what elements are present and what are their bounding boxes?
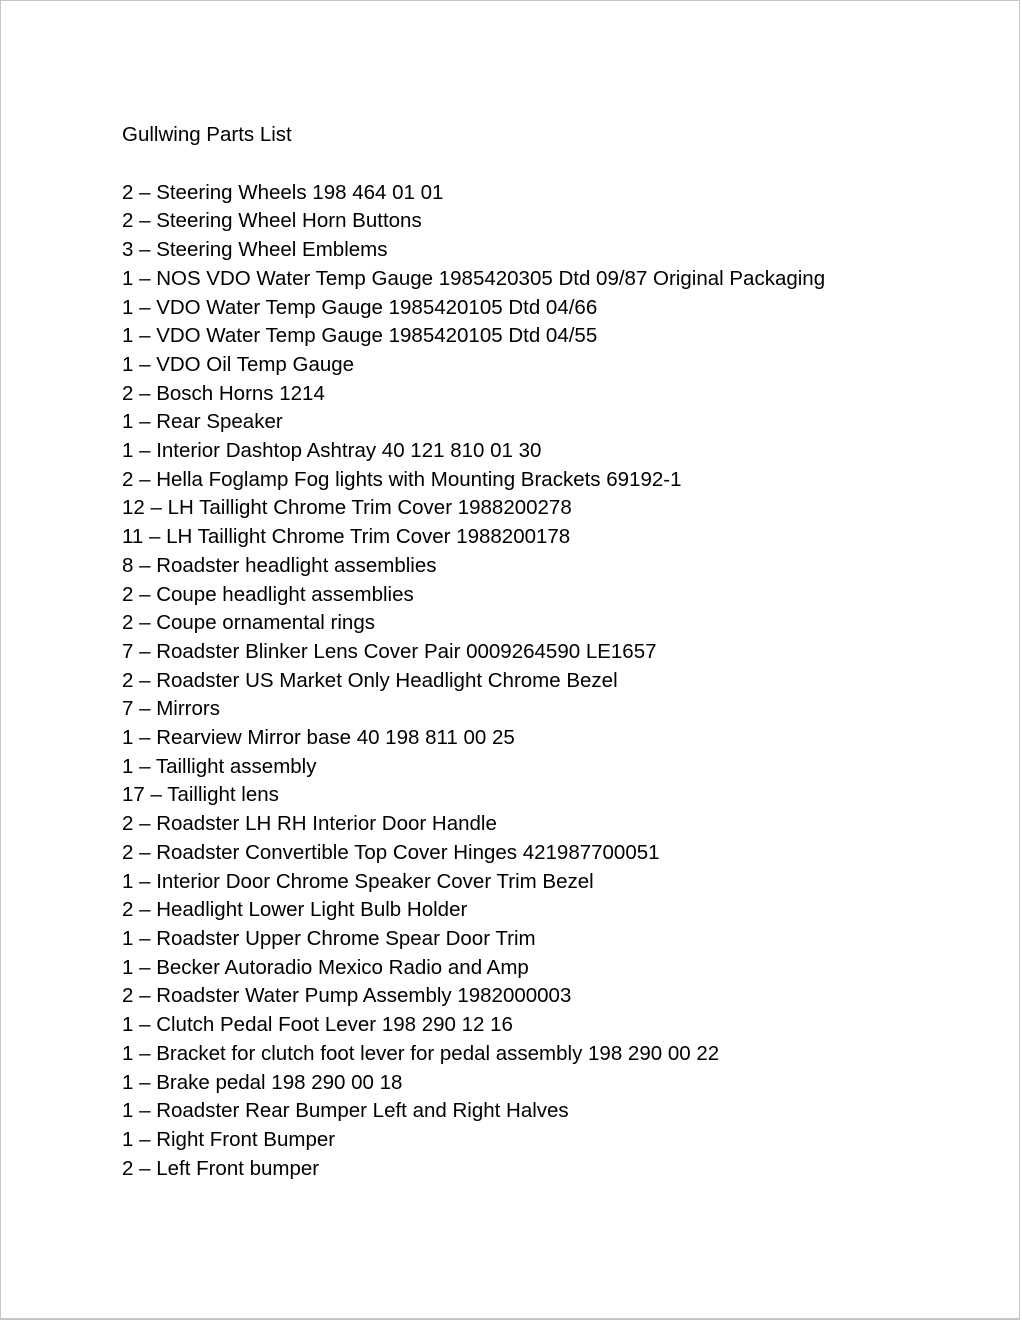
list-item: 1 – Clutch Pedal Foot Lever 198 290 12 16 [122,1013,513,1037]
list-item: 2 – Coupe headlight assemblies [122,582,414,606]
list-item: 2 – Bosch Horns 1214 [122,381,325,405]
document-title: Gullwing Parts List [122,123,292,146]
list-item: 1 – VDO Water Temp Gauge 1985420105 Dtd 04/55 [122,324,598,348]
list-item: 2 – Headlight Lower Light Bulb Holder [122,898,468,922]
list-item: 11 – LH Taillight Chrome Trim Cover 1988200178 [122,525,571,549]
list-item: 1 – Right Front Bumper [122,1127,336,1151]
list-item: 3 – Steering Wheel Emblems [122,238,388,262]
list-item: 1 – NOS VDO Water Temp Gauge 1985420305 Dtd 09/87 Original Packaging [122,266,826,290]
list-item: 2 – Roadster Convertible Top Cover Hinges 421987700051 [122,840,660,864]
list-item: 2 – Roadster Water Pump Assembly 1982000003 [122,984,572,1008]
list-item: 1 – VDO Water Temp Gauge 1985420105 Dtd 04/66 [122,295,598,319]
list-item: 1 – Taillight assembly [122,754,317,778]
list-item: 1 – Interior Dashtop Ashtray 40 121 810 01 30 [122,439,542,463]
list-item: 2 – Left Front bumper [122,1156,320,1180]
list-item: 1 – Brake pedal 198 290 00 18 [122,1070,403,1094]
list-item: 12 – LH Taillight Chrome Trim Cover 1988200278 [122,496,572,520]
document-content [122,121,825,1183]
list-item: 7 – Roadster Blinker Lens Cover Pair 0009264590 LE1657 [122,639,657,663]
list-item: 2 – Roadster LH RH Interior Door Handle [122,812,497,836]
list-item: 1 – Bracket for clutch foot lever for pedal assembly 198 290 00 22 [122,1041,720,1065]
parts-list [122,179,825,1184]
list-item: 1 – Roadster Upper Chrome Spear Door Trim [122,926,536,950]
list-item: 2 – Hella Foglamp Fog lights with Mounting Brackets 69192-1 [122,467,682,491]
list-item: 2 – Roadster US Market Only Headlight Chrome Bezel [122,668,618,692]
list-item: 8 – Roadster headlight assemblies [122,553,437,577]
list-item: 7 – Mirrors [122,697,220,721]
list-item: 1 – VDO Oil Temp Gauge [122,352,355,376]
list-item: 1 – Becker Autoradio Mexico Radio and Amp [122,955,529,979]
list-item: 1 – Roadster Rear Bumper Left and Right Halves [122,1099,569,1123]
list-item: 2 – Steering Wheels 198 464 01 01 [122,180,444,204]
list-item: 2 – Coupe ornamental rings [122,611,375,635]
list-item: 1 – Rearview Mirror base 40 198 811 00 25 [122,726,515,750]
list-item: 17 – Taillight lens [122,783,279,807]
list-item: 2 – Steering Wheel Horn Buttons [122,209,422,233]
list-item: 1 – Rear Speaker [122,410,283,434]
list-item: 1 – Interior Door Chrome Speaker Cover Trim Bezel [122,869,594,893]
